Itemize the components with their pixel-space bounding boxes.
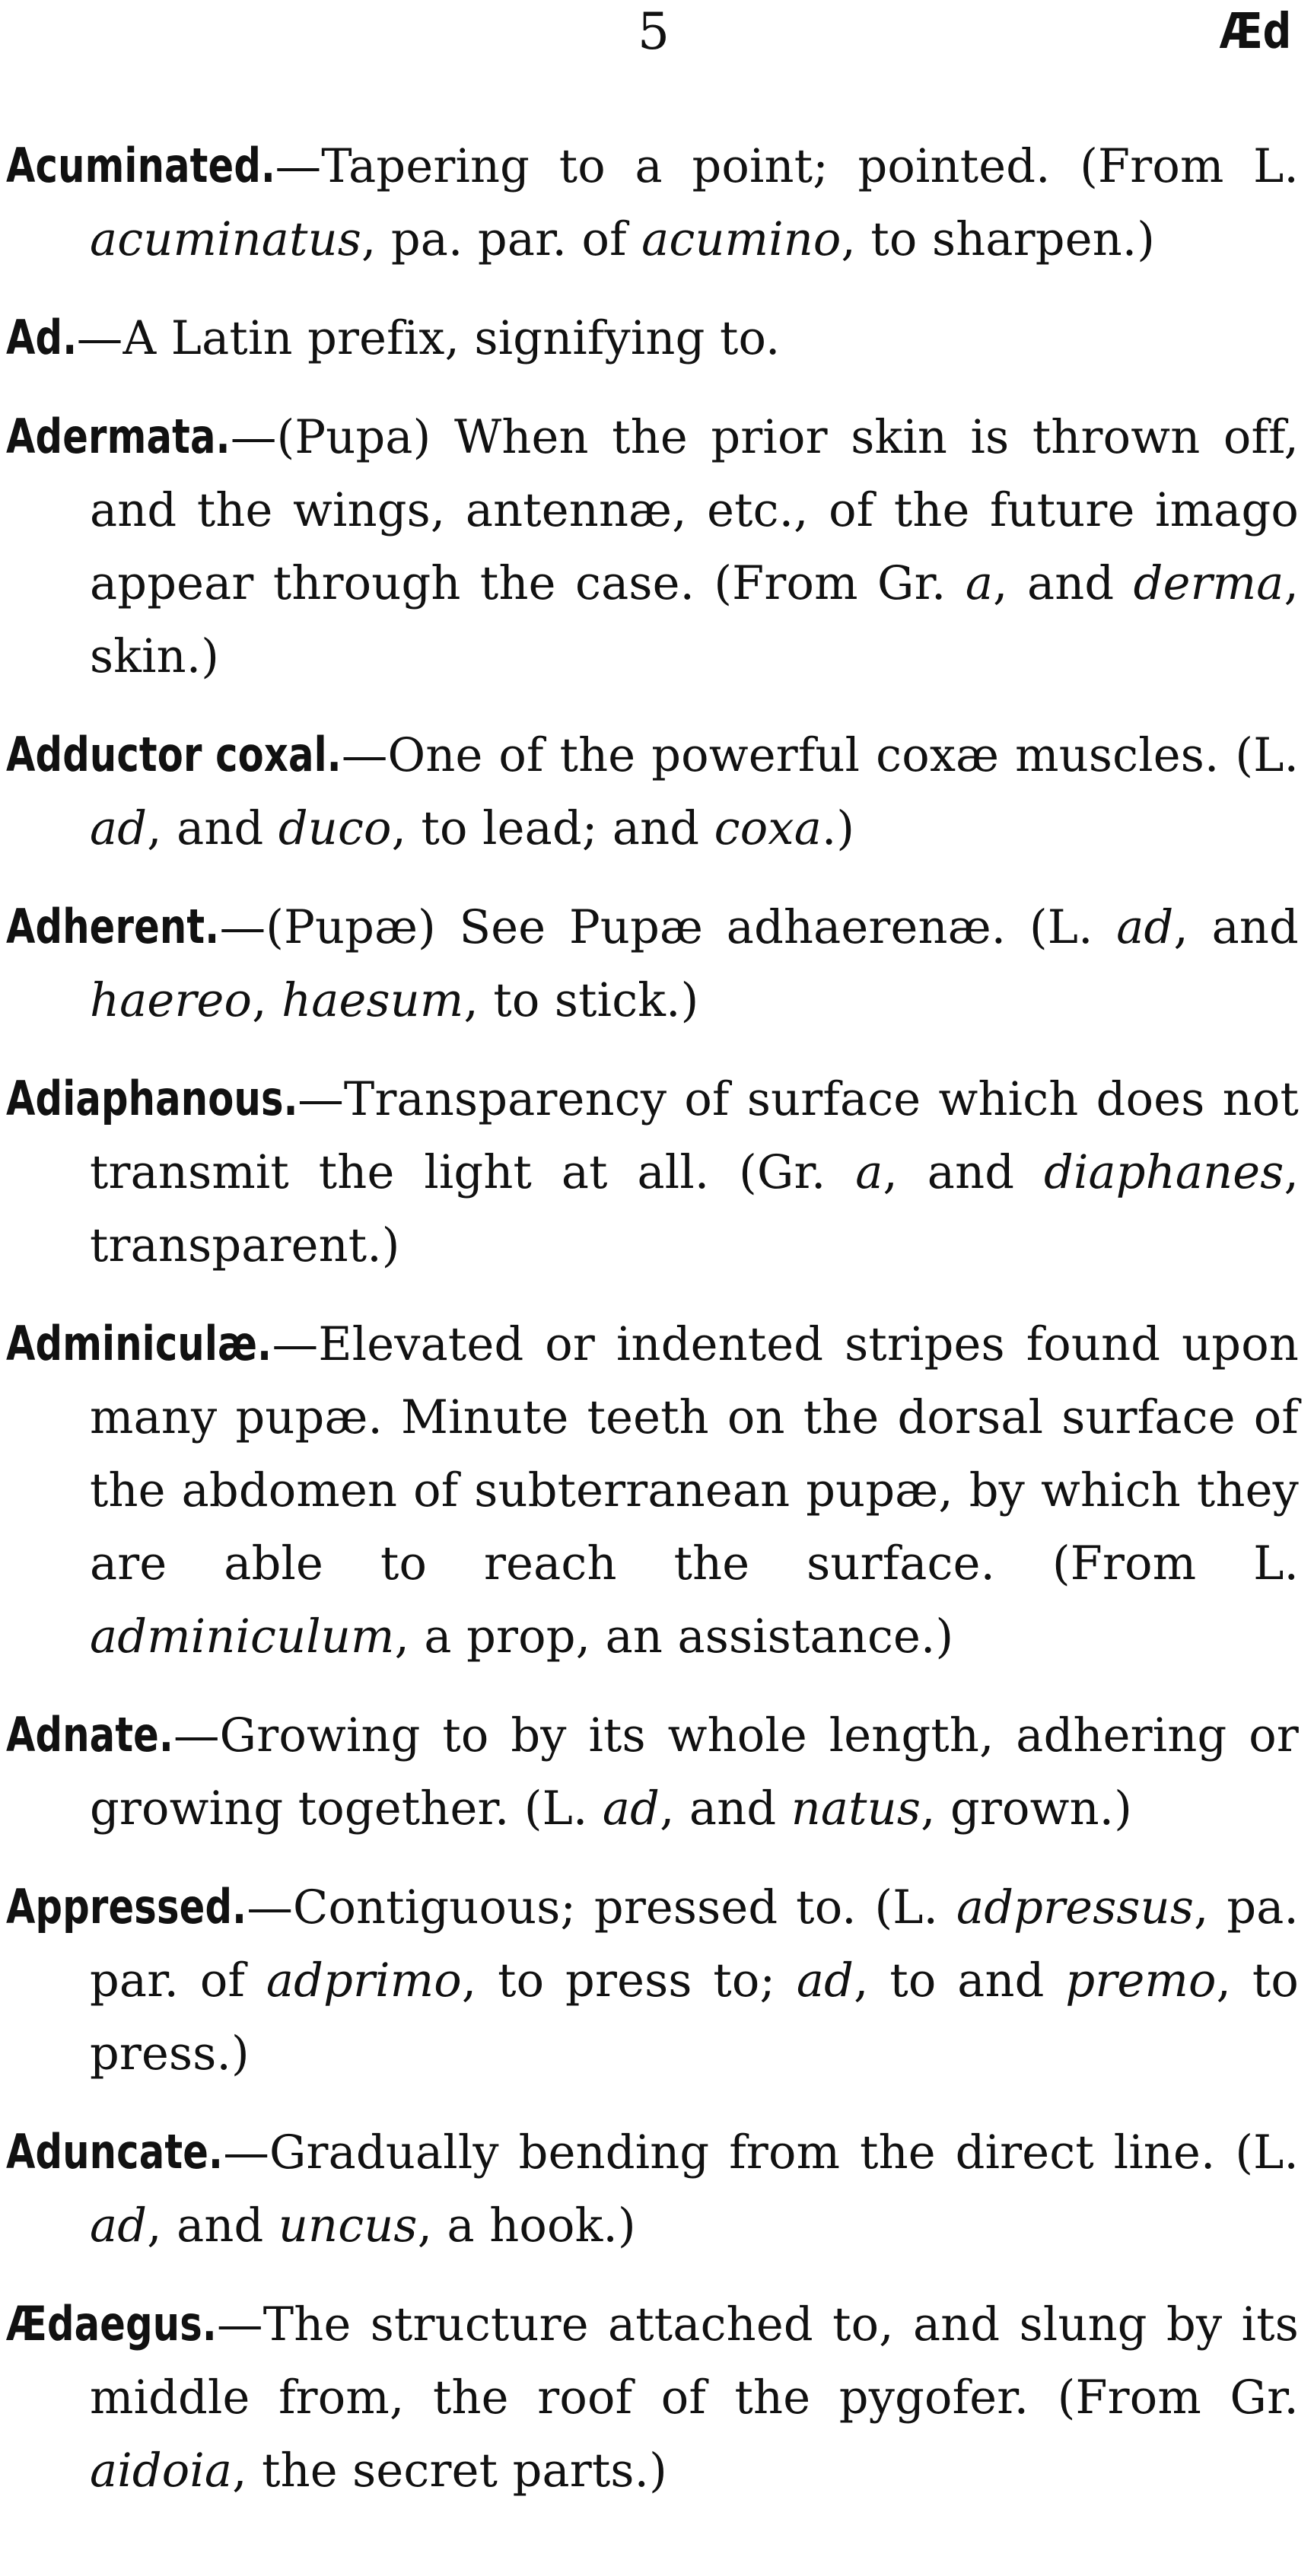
definition-italic-term: ad bbox=[796, 1954, 854, 2008]
definition-text: , and bbox=[660, 1782, 791, 1836]
definition-text: , and bbox=[1173, 901, 1299, 954]
entry-definition bbox=[90, 2126, 1299, 2253]
glossary-entry bbox=[6, 129, 1299, 276]
definition-italic-term: duco bbox=[278, 802, 392, 855]
definition-italic-term: diaphanes bbox=[1044, 1146, 1284, 1199]
definition-text: —(Pupæ) See Pupæ adhaerenæ. (L. bbox=[219, 901, 1117, 954]
entry-headword: Adminiculæ. bbox=[6, 1316, 272, 1371]
definition-italic-term: a bbox=[965, 557, 994, 610]
definition-text: —Growing to by its whole length, adhering or growing together. (L. bbox=[90, 1709, 1299, 1836]
definition-text: , bbox=[252, 974, 282, 1027]
entry-headword: Adermata. bbox=[6, 409, 231, 464]
definition-text: , and bbox=[883, 1146, 1045, 1199]
glossary-entry bbox=[6, 2116, 1299, 2262]
entry-headword: Appressed. bbox=[6, 1879, 247, 1934]
glossary-entry bbox=[6, 1871, 1299, 2090]
definition-text: —One of the powerful coxæ muscles. (L. bbox=[341, 729, 1299, 782]
definition-italic-term: ad bbox=[90, 802, 148, 855]
definition-italic-term: adminiculum bbox=[90, 1610, 395, 1664]
entry-headword: Adherent. bbox=[6, 899, 220, 954]
definition-text: , skin.) bbox=[90, 557, 1300, 683]
definition-text: , to stick.) bbox=[463, 974, 699, 1027]
glossary-entry bbox=[6, 1307, 1299, 1673]
glossary-entry bbox=[6, 2288, 1299, 2508]
definition-text: , to press.) bbox=[90, 1954, 1300, 2081]
definition-text: , a hook.) bbox=[417, 2199, 636, 2253]
definition-text: , and bbox=[147, 2199, 278, 2253]
definition-text: , to press to; bbox=[461, 1954, 797, 2008]
entry-definition bbox=[90, 1709, 1299, 1836]
definition-text: —Tapering to a point; pointed. (From L. bbox=[275, 140, 1299, 193]
definition-italic-term: acuminatus bbox=[90, 213, 361, 266]
definition-text: —A Latin prefix, signifying to. bbox=[76, 312, 781, 365]
entry-definition bbox=[90, 411, 1299, 683]
definition-italic-term: coxa bbox=[714, 802, 822, 855]
definition-text: —Transparency of surface which does not transmit the light at all. (Gr. bbox=[90, 1073, 1299, 1199]
definition-text: —Gradually bending from the direct line. (L. bbox=[223, 2126, 1299, 2180]
glossary-entry bbox=[6, 718, 1299, 865]
glossary-entry bbox=[6, 400, 1299, 693]
definition-text: , pa. par. of bbox=[90, 1881, 1299, 2008]
glossary-entry bbox=[6, 301, 1299, 375]
definition-text: —Contiguous; pressed to. (L. bbox=[247, 1881, 956, 1934]
definition-italic-term: aidoia bbox=[90, 2444, 233, 2498]
definition-text: .) bbox=[821, 802, 855, 855]
definition-text: —Elevated or indented stripes found upon many pupæ. Minute teeth on the dorsal surface of the abdomen of subterranean pupæ, by which they are able to reach the surface. (From L. bbox=[90, 1318, 1299, 1590]
entry-definition bbox=[90, 2298, 1299, 2498]
glossary-entries bbox=[6, 129, 1299, 2533]
glossary-entry bbox=[6, 1062, 1299, 1282]
entry-definition bbox=[90, 901, 1299, 1027]
definition-italic-term: adprimo bbox=[266, 1954, 462, 2008]
entry-definition bbox=[77, 312, 781, 365]
definition-italic-term: derma bbox=[1133, 557, 1284, 610]
glossary-entry bbox=[6, 890, 1299, 1037]
glossary-entry bbox=[6, 1699, 1299, 1845]
definition-text: , transparent.) bbox=[90, 1146, 1299, 1272]
entry-definition bbox=[90, 1881, 1299, 2081]
definition-italic-term: haesum bbox=[282, 974, 464, 1027]
definition-italic-term: ad bbox=[90, 2199, 148, 2253]
entry-headword: Adiaphanous. bbox=[6, 1071, 298, 1126]
definition-italic-term: natus bbox=[791, 1782, 921, 1836]
entry-headword: Acuminated. bbox=[6, 138, 276, 193]
definition-italic-term: uncus bbox=[278, 2199, 418, 2253]
definition-text: , and bbox=[993, 557, 1134, 610]
definition-text: , a prop, an assistance.) bbox=[394, 1610, 954, 1664]
guide-word: Æd bbox=[1219, 4, 1291, 60]
definition-text: , to and bbox=[854, 1954, 1066, 2008]
entry-headword: Aduncate. bbox=[6, 2124, 224, 2180]
definition-italic-term: a bbox=[855, 1146, 883, 1199]
definition-italic-term: ad bbox=[602, 1782, 660, 1836]
running-head bbox=[6, 0, 1299, 114]
entry-headword: Adnate. bbox=[6, 1707, 173, 1762]
definition-italic-term: haereo bbox=[90, 974, 253, 1027]
definition-text: —(Pupa) When the prior skin is thrown off, and the wings, antennæ, etc., of the future imago appear through the case. (From Gr. bbox=[90, 411, 1299, 610]
definition-italic-term: adpressus bbox=[956, 1881, 1195, 1934]
definition-text: , and bbox=[147, 802, 278, 855]
definition-italic-term: acumino bbox=[641, 213, 842, 266]
entry-headword: Adductor coxal. bbox=[6, 727, 342, 782]
entry-headword: Ædaegus. bbox=[6, 2296, 217, 2352]
definition-text: , to lead; and bbox=[391, 802, 714, 855]
definition-text: , grown.) bbox=[921, 1782, 1132, 1836]
definition-text: , pa. par. of bbox=[361, 213, 642, 266]
definition-text: , to sharpen.) bbox=[841, 213, 1156, 266]
definition-text: —The structure attached to, and slung by its middle from, the roof of the pygofer. (From Gr. bbox=[90, 2298, 1299, 2425]
page-number: 5 bbox=[638, 2, 670, 61]
definition-italic-term: ad bbox=[1116, 901, 1174, 954]
entry-headword: Ad. bbox=[6, 310, 78, 365]
definition-text: , the secret parts.) bbox=[232, 2444, 667, 2498]
definition-italic-term: premo bbox=[1065, 1954, 1217, 2008]
